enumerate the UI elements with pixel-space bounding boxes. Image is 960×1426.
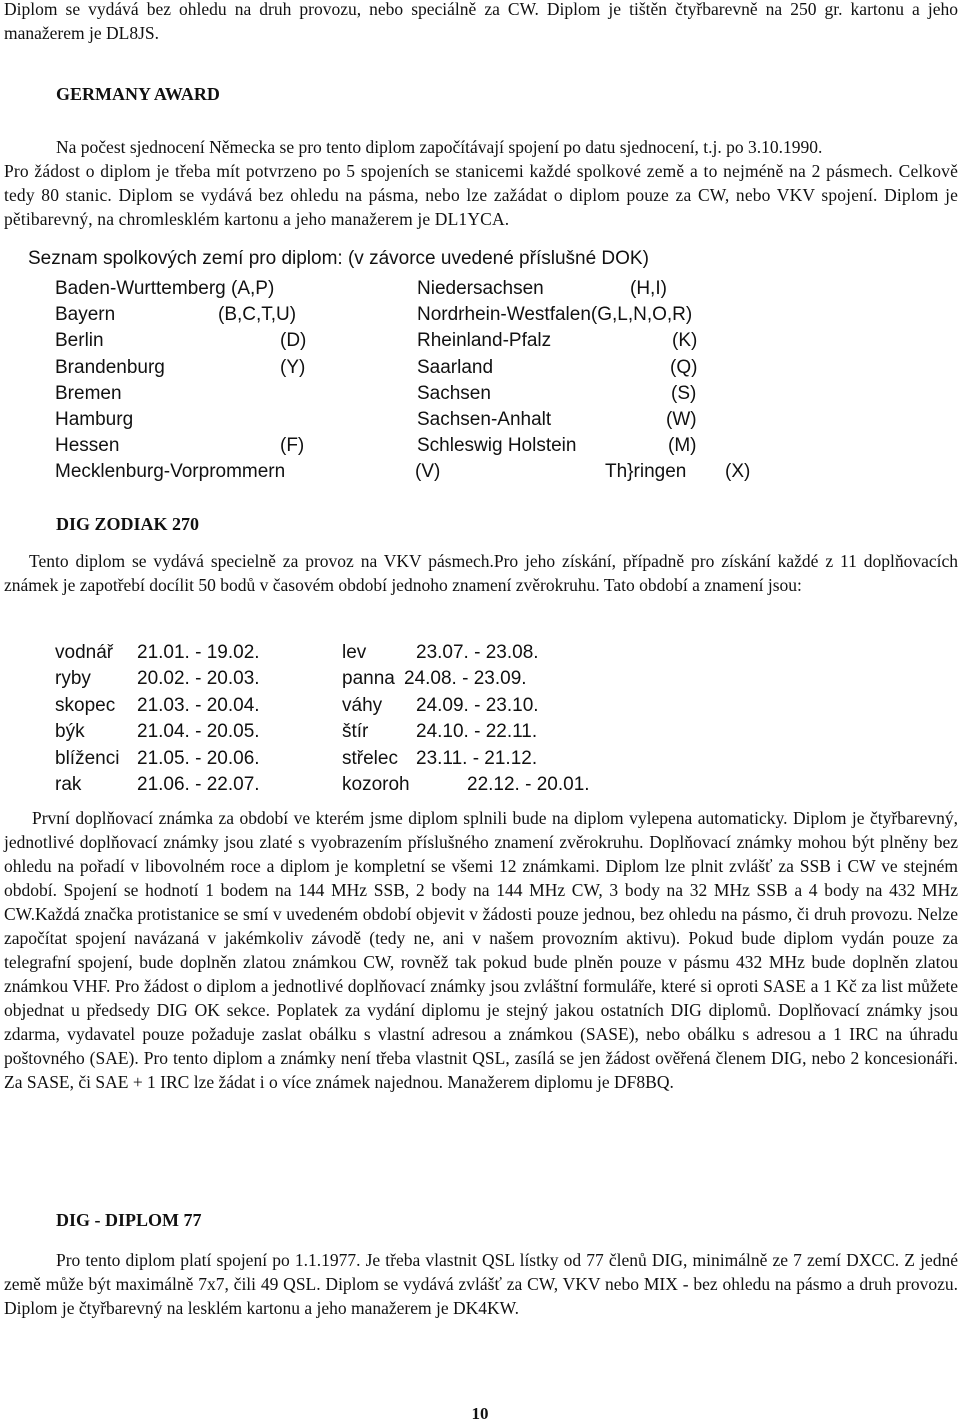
germany-award-heading: GERMANY AWARD xyxy=(56,84,220,104)
state-dok: (K) xyxy=(672,330,698,352)
zodiac-sign: skopec xyxy=(55,694,116,716)
state-dok: (S) xyxy=(671,382,697,404)
zodiac-dates: 21.01. - 19.02. xyxy=(137,642,260,663)
state-name: Niedersachsen xyxy=(417,278,544,299)
page-number: 10 xyxy=(471,1404,489,1423)
zodiac-dates: 24.10. - 22.11. xyxy=(416,721,538,743)
state-row xyxy=(55,461,775,487)
zodiac-sign: střelec xyxy=(342,747,398,769)
state-row xyxy=(55,435,775,461)
zodiac-sign: ryby xyxy=(55,668,91,690)
state-name: Baden-Wurttemberg (A,P) xyxy=(55,278,275,299)
zodiac-dates: 20.02. - 20.03. xyxy=(137,668,260,690)
zodiac-row xyxy=(55,668,655,694)
zodiac-table xyxy=(55,642,655,800)
state-dok: (M) xyxy=(668,435,697,457)
state-name: Saarland xyxy=(417,356,494,378)
zodiac-sign: kozoroh xyxy=(342,773,410,795)
zodiac-dates: 21.04. - 20.05. xyxy=(137,721,260,743)
state-name: Berlin xyxy=(55,330,104,352)
zodiac-row xyxy=(55,721,655,747)
zodiac-dates: 24.09. - 23.10. xyxy=(416,694,539,716)
zodiac-row xyxy=(55,695,655,721)
state-dok: (Q) xyxy=(670,356,698,378)
state-dok: (V) xyxy=(415,461,441,483)
state-row xyxy=(55,409,775,435)
diplom-77-heading: DIG - DIPLOM 77 xyxy=(56,1210,202,1230)
germany-list-title: Seznam spolkových zemí pro diplom: (v závorce uvedené příslušné DOK) xyxy=(28,248,649,269)
zodiac-sign: panna xyxy=(342,668,395,690)
intro-paragraph: Diplom se vydává bez ohledu na druh provozu, nebo speciálně za CW. Diplom je tištěn čtyřbarevně na 250 gr. kartonu a jeho manažerem je DL8JS. xyxy=(4,0,958,43)
zodiac-sign: býk xyxy=(55,721,85,743)
zodiac-dates: 23.07. - 23.08. xyxy=(416,642,539,663)
state-dok: (B,C,T,U) xyxy=(218,304,297,326)
zodiac-dates: 23.11. - 21.12. xyxy=(416,747,538,769)
zodiac-dates: 21.05. - 20.06. xyxy=(137,747,260,769)
zodiac-row xyxy=(55,774,655,800)
zodiac-row xyxy=(55,748,655,774)
state-name: Mecklenburg-Vorprommern xyxy=(55,461,286,483)
state-name: Bayern xyxy=(55,304,116,326)
zodiac-dates: 21.06. - 22.07. xyxy=(137,773,260,795)
state-name: Th}ringen xyxy=(605,461,687,483)
zodiac-sign: blíženci xyxy=(55,747,120,769)
state-name: Bremen xyxy=(55,382,122,404)
zodiac-sign: štír xyxy=(342,721,369,743)
state-name: Schleswig Holstein xyxy=(417,435,577,457)
germany-intro-line: Na počest sjednocení Německa se pro tento diplom započítávají spojení po datu sjednocení, t.j. po 3.10.1990. xyxy=(56,137,823,157)
zodiac-sign: váhy xyxy=(342,694,383,716)
germany-paragraph: Pro žádost o diplom je třeba mít potvrzeno po 5 spojeních se stanicemi každé spolkové země a to nejméně na 2 pásmech. Celkově tedy 80 stanic. Diplom se vydává bez ohledu na pásma, nebo lze zažádat o diplom pouze za CW, nebo VKV spojení. Diplom je pětibarevný, na chromlesklém kartonu a jeho manažerem je DL1YCA. xyxy=(4,161,958,229)
zodiac-sign: rak xyxy=(55,773,82,795)
state-row xyxy=(55,330,775,356)
zodiac-row xyxy=(55,642,655,668)
state-name: Nordrhein-Westfalen(G,L,N,O,R) xyxy=(417,304,693,326)
state-dok: (F) xyxy=(280,435,305,457)
state-name: Hessen xyxy=(55,435,120,457)
state-row xyxy=(55,304,775,330)
state-dok: (H,I) xyxy=(630,278,667,299)
diplom-77-paragraph: Pro tento diplom platí spojení po 1.1.1977. Je třeba vlastnit QSL lístky od 77 členů DIG, minimálně ze 7 zemí DXCC. Z jedné země může být maximálně 7x7, čili 49 QSL. Diplom se vydává zvlášť za CW, VKV nebo MIX - bez ohledu na pásmo a druh provozu. Diplom je čtyřbarevný na lesklém kartonu a jeho manažerem je DK4KW. xyxy=(4,1250,958,1318)
state-dok: (D) xyxy=(280,330,307,352)
state-name: Brandenburg xyxy=(55,356,165,378)
state-name: Rheinland-Pfalz xyxy=(417,330,552,352)
state-row xyxy=(55,357,775,383)
zodiak-intro-paragraph: Tento diplom se vydává specielně za provoz na VKV pásmech.Pro jeho získání, případně pro získání každé z 11 doplňovacích známek je zapotřebí docílit 50 bodů v časovém období jednoho znamení zvěrokruhu. Tato období a znamení jsou: xyxy=(4,551,958,595)
state-row xyxy=(55,383,775,409)
zodiak-rules-paragraph: První doplňovací známka za období ve kterém jsme diplom splnili bude na diplom vylepena automaticky. Diplom je čtyřbarevný, jednotlivé doplňovací známky jsou zlaté s vyobrazením příslušného znamení zvěrokruhu. Doplňovací známky mohou být plněny bez ohledu na pořadí v libovolném roce a diplom je kompletní se všemi 12 známkami. Diplom lze plnit zvlášť za SSB i CW ve stejném období. Spojení se hodnotí 1 bodem na 144 MHz SSB, 2 body na 144 MHz CW, 3 body na 32 MHz SSB a 4 body na 432 MHz CW.Každá značka protistanice se smí v uvedeném období objevit v žádosti pouze jednou, bez ohledu na pásmo, či druh provozu. Nelze započítat spojení navázaná v jakémkoliv závodě (tedy ne, ani v našem provozním aktivu). Pokud bude diplom vydán pouze za telegrafní spojení, bude doplněn zlatou známkou CW, rovněž tak pokud bude plněn pouze v pásmu 432 MHz bude doplněn zlatou známkou VHF. Pro žádost o diplom a jednotlivé doplňovací známky jsou zvláštní formuláře, které si oproti SASE a 1 Kč za list můžete objednat u předsedy DIG OK sekce. Poplatek za vydání diplomu je stejný jakou ostatních DIG diplomů. Doplňovací známky jsou zdarma, vydavatel pouze požaduje zaslat obálku s vlastní adresou a známkou (SASE), nebo obálku s adresou a 1 IRC na úhradu poštovného (SAE). Pro tento diplom a známky není třeba vlastnit QSL, zasílá se jen žádost ověřená členem DIG, nebo 2 koncesionáři. Za SASE, či SAE + 1 IRC lze žádat i o více známek najednou. Manažerem diplomu je DF8BQ. xyxy=(4,808,958,1092)
zodiac-dates: 24.08. - 23.09. xyxy=(404,668,527,690)
state-name: Hamburg xyxy=(55,408,134,430)
zodiac-sign: vodnář xyxy=(55,642,114,663)
state-dok: (W) xyxy=(666,408,697,430)
state-row xyxy=(55,278,775,304)
zodiac-dates: 22.12. - 20.01. xyxy=(467,773,590,795)
state-name: Sachsen-Anhalt xyxy=(417,408,552,430)
zodiac-sign: lev xyxy=(342,642,367,663)
state-dok: (X) xyxy=(725,461,751,483)
state-dok: (Y) xyxy=(280,356,306,378)
states-list xyxy=(55,278,775,488)
state-name: Sachsen xyxy=(417,382,491,404)
zodiac-dates: 21.03. - 20.04. xyxy=(137,694,260,716)
zodiak-heading: DIG ZODIAK 270 xyxy=(56,514,200,534)
